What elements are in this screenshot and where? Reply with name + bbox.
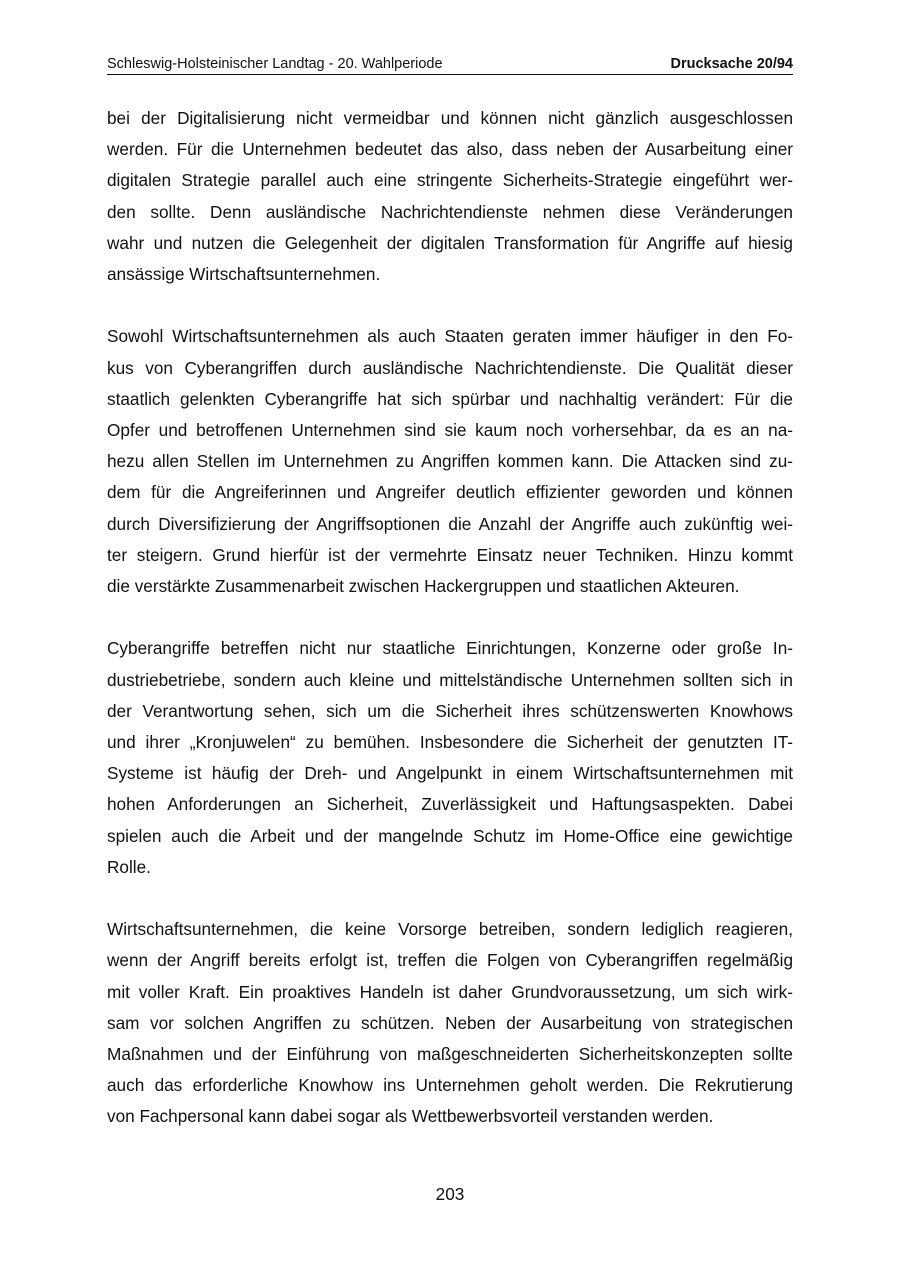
text-line: dem für die Angreiferinnen und Angreifer deutlich effizienter geworden und können [107,482,793,503]
page-number: 203 [435,1184,465,1204]
paragraph-3 [107,633,793,883]
text-line: digitalen Strategie parallel auch eine stringente Sicherheits-Strategie eingeführt wer- [107,170,793,191]
page-header [107,54,793,75]
text-line: Opfer und betroffenen Unternehmen sind sie kaum noch vorhersehbar, da es an na- [107,420,793,441]
text-line: ansässige Wirtschaftsunternehmen. [107,264,381,285]
text-line: der Verantwortung sehen, sich um die Sicherheit ihres schützenswerten Knowhows [107,700,793,721]
text-line: Systeme ist häufig der Dreh- und Angelpunkt in einem Wirtschaftsunternehmen mit [107,763,793,784]
paragraph-1 [107,103,793,290]
text-line: mit voller Kraft. Ein proaktives Handeln ist daher Grundvoraussetzung, um sich wirk- [107,981,793,1002]
text-line: ter steigern. Grund hierfür ist der vermehrte Einsatz neuer Techniken. Hinzu kommt [107,544,793,565]
text-line: den sollte. Denn ausländische Nachrichtendienste nehmen diese Veränderungen [107,201,793,222]
text-line: Cyberangriffe betreffen nicht nur staatliche Einrichtungen, Konzerne oder große In- [107,638,793,659]
body-text [107,103,793,1164]
text-line: bei der Digitalisierung nicht vermeidbar und können nicht gänzlich ausgeschlossen [107,108,793,128]
text-line: wenn der Angriff bereits erfolgt ist, treffen die Folgen von Cyberangriffen regelmäßig [107,950,793,971]
document-number: Drucksache 20/94 [670,56,793,72]
paragraph-2 [107,321,793,602]
text-line: Wirtschaftsunternehmen, die keine Vorsorge betreiben, sondern lediglich reagieren, [107,919,793,940]
text-line: auch das erforderliche Knowhow ins Unternehmen geholt werden. Die Rekrutierung [107,1075,793,1096]
text-line: staatlich gelenkten Cyberangriffe hat sich spürbar und nachhaltig verändert: Für die [107,388,793,409]
text-line: von Fachpersonal kann dabei sogar als Wettbewerbsvorteil verstanden werden. [107,1106,714,1127]
text-line: dustriebetriebe, sondern auch kleine und mittelständische Unternehmen sollten sich in [107,669,793,690]
text-line: spielen auch die Arbeit und der mangelnde Schutz im Home-Office eine gewichtige [107,825,793,846]
text-line: Maßnahmen und der Einführung von maßgeschneiderten Sicherheitskonzepten sollte [107,1044,793,1065]
text-line: durch Diversifizierung der Angriffsoptionen die Anzahl der Angriffe auch zukünftig wei- [107,513,793,534]
text-line: sam vor solchen Angriffen zu schützen. Neben der Ausarbeitung von strategischen [107,1012,793,1033]
paragraph-4 [107,914,793,1132]
text-line: kus von Cyberangriffen durch ausländische Nachrichtendienste. Die Qualität dieser [107,357,793,378]
header-title: Schleswig-Holsteinischer Landtag - 20. Wahlperiode [107,56,443,72]
text-line: und ihrer „Kronjuwelen“ zu bemühen. Insbesondere die Sicherheit der genutzten IT- [107,732,793,753]
text-line: Sowohl Wirtschaftsunternehmen als auch Staaten geraten immer häufiger in den Fo- [107,326,793,347]
text-line: hezu allen Stellen im Unternehmen zu Angriffen kommen kann. Die Attacken sind zu- [107,451,793,472]
text-line: werden. Für die Unternehmen bedeutet das also, dass neben der Ausarbeitung einer [107,139,793,160]
text-line: die verstärkte Zusammenarbeit zwischen Hackergruppen und staatlichen Akteuren. [107,576,740,597]
text-line: Rolle. [107,856,151,877]
text-line: wahr und nutzen die Gelegenheit der digitalen Transformation für Angriffe auf hiesig [107,232,793,253]
text-line: hohen Anforderungen an Sicherheit, Zuverlässigkeit und Haftungsaspekten. Dabei [107,794,793,815]
